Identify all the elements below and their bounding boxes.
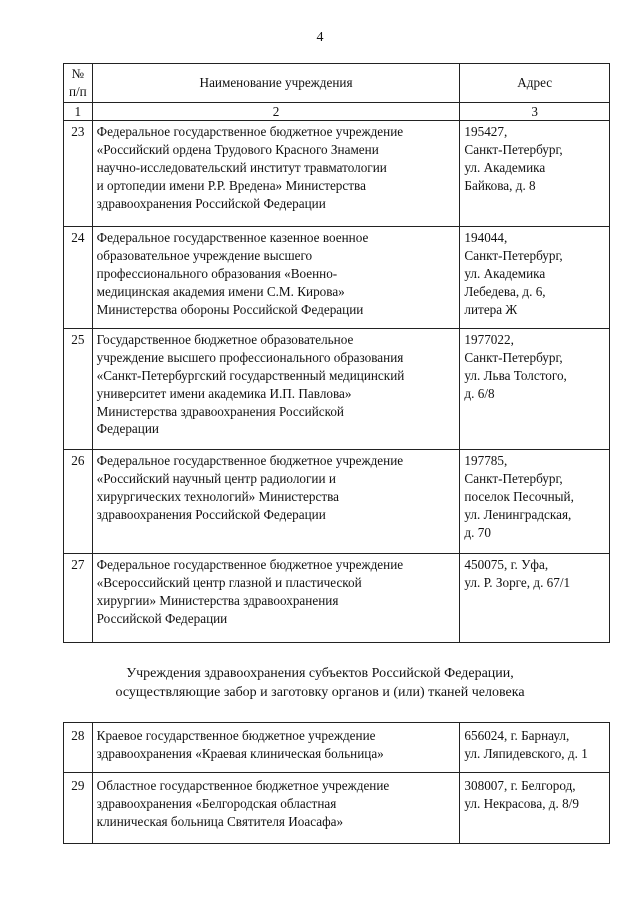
name-line: Федерации: [96, 421, 159, 437]
name-line: Федеральное государственное бюджетное учреждение: [96, 124, 404, 140]
name-line: Министерства обороны Российской Федерации: [96, 301, 364, 317]
name-line: «Российский научный центр радиологии и: [96, 471, 336, 487]
row-number: 28: [64, 723, 93, 773]
address-line: 308007, г. Белгород,: [464, 778, 576, 793]
address-line: 1977022,: [464, 332, 514, 348]
address-line: д. 6/8: [464, 385, 495, 401]
address-line: 656024, г. Барнаул,: [464, 728, 570, 743]
name-line: клиническая больница Святителя Иоасафа»: [96, 813, 344, 829]
name-line: «Санкт-Петербургский государственный медицинский: [96, 367, 405, 383]
address-line: ул. Р. Зорге, д. 67/1: [464, 575, 571, 591]
name-line: научно-исследовательский институт травматологии: [96, 159, 387, 175]
name-line: Федеральное государственное бюджетное учреждение: [96, 453, 404, 469]
name-line: Федеральное государственное казенное военное: [96, 230, 369, 246]
header-address: Адрес: [460, 64, 610, 103]
address-line: Байкова, д. 8: [464, 177, 536, 193]
row-number: 29: [64, 773, 93, 844]
address-line: 197785,: [464, 453, 508, 469]
institution-name: [92, 450, 460, 554]
name-line: и ортопедии имени Р.Р. Вредена» Министерства: [96, 177, 366, 193]
header-name: Наименование учреждения: [92, 64, 460, 103]
name-line: профессионального образования «Военно-: [96, 265, 338, 281]
institution-name: [92, 329, 460, 450]
institution-address: [460, 227, 610, 329]
name-line: университет имени академика И.П. Павлова»: [96, 385, 352, 401]
address-line: литера Ж: [464, 301, 518, 317]
table-row: [64, 554, 610, 643]
page-number: 4: [316, 30, 324, 45]
name-line: Российской Федерации: [96, 610, 228, 626]
name-line: Областное государственное бюджетное учреждение: [96, 778, 390, 793]
column-index-row: [64, 102, 610, 121]
address-line: Санкт-Петербург,: [464, 350, 563, 366]
name-line: хирургических технологий» Министерства: [96, 488, 340, 504]
institution-name: [92, 554, 460, 643]
column-index: 3: [460, 102, 610, 121]
table-row: [64, 227, 610, 329]
section-title-line: Учреждения здравоохранения субъектов Российской Федерации,: [126, 666, 514, 681]
row-number: 27: [64, 554, 93, 643]
name-line: «Российский ордена Трудового Красного Знамени: [96, 142, 379, 158]
institution-address: [460, 554, 610, 643]
header-num-line: №: [71, 66, 85, 81]
name-line: Краевое государственное бюджетное учреждение: [96, 728, 376, 743]
institution-name: [92, 723, 460, 773]
name-line: здравоохранения «Белгородская областная: [96, 795, 337, 811]
address-line: ул. Ляпидевского, д. 1: [464, 745, 588, 761]
name-line: образовательное учреждение высшего: [96, 248, 313, 264]
name-line: здравоохранения «Краевая клиническая больница»: [96, 745, 384, 761]
institution-name: [92, 773, 460, 844]
name-line: медицинская академия имени С.М. Кирова»: [96, 283, 345, 299]
institution-address: [460, 723, 610, 773]
row-number: 26: [64, 450, 93, 554]
name-line: Федеральное государственное бюджетное учреждение: [96, 557, 404, 573]
name-line: Государственное бюджетное образовательное: [96, 332, 354, 348]
institution-address: [460, 773, 610, 844]
address-line: ул. Академика: [464, 265, 546, 281]
address-line: 194044,: [464, 230, 508, 246]
column-index: 1: [64, 102, 93, 121]
name-line: хирургии» Министерства здравоохранения: [96, 592, 339, 608]
institution-address: [460, 121, 610, 227]
address-line: д. 70: [464, 524, 491, 540]
header-num-line: п/п: [68, 83, 87, 99]
institution-address: [460, 450, 610, 554]
table-header-row: [64, 64, 610, 103]
section-title: [0, 664, 640, 702]
name-line: Министерства здравоохранения Российской: [96, 403, 344, 419]
address-line: ул. Ленинградская,: [464, 506, 572, 522]
header-num: [64, 64, 93, 103]
table-row: [64, 773, 610, 844]
name-line: учреждение высшего профессионального образования: [96, 350, 404, 366]
row-number: 24: [64, 227, 93, 329]
address-line: поселок Песочный,: [464, 488, 574, 504]
table-row: [64, 723, 610, 773]
address-line: Лебедева, д. 6,: [464, 283, 546, 299]
institution-name: [92, 121, 460, 227]
address-line: Санкт-Петербург,: [464, 142, 563, 158]
row-number: 23: [64, 121, 93, 227]
section-title-line: осуществляющие забор и заготовку органов и (или) тканей человека: [115, 685, 525, 700]
institutions-table-regional: [63, 722, 610, 844]
name-line: «Всероссийский центр глазной и пластической: [96, 575, 362, 591]
address-line: Санкт-Петербург,: [464, 471, 563, 487]
address-line: ул. Некрасова, д. 8/9: [464, 795, 579, 811]
name-line: здравоохранения Российской Федерации: [96, 195, 326, 211]
column-index: 2: [92, 102, 460, 121]
address-line: 195427,: [464, 124, 508, 140]
institution-name: [92, 227, 460, 329]
address-line: ул. Льва Толстого,: [464, 367, 567, 383]
institutions-table-federal: [63, 63, 610, 643]
table-row: [64, 121, 610, 227]
table-row: [64, 450, 610, 554]
address-line: Санкт-Петербург,: [464, 248, 563, 264]
table-row: [64, 329, 610, 450]
address-line: 450075, г. Уфа,: [464, 557, 549, 573]
row-number: 25: [64, 329, 93, 450]
address-line: ул. Академика: [464, 159, 546, 175]
institution-address: [460, 329, 610, 450]
name-line: здравоохранения Российской Федерации: [96, 506, 326, 522]
